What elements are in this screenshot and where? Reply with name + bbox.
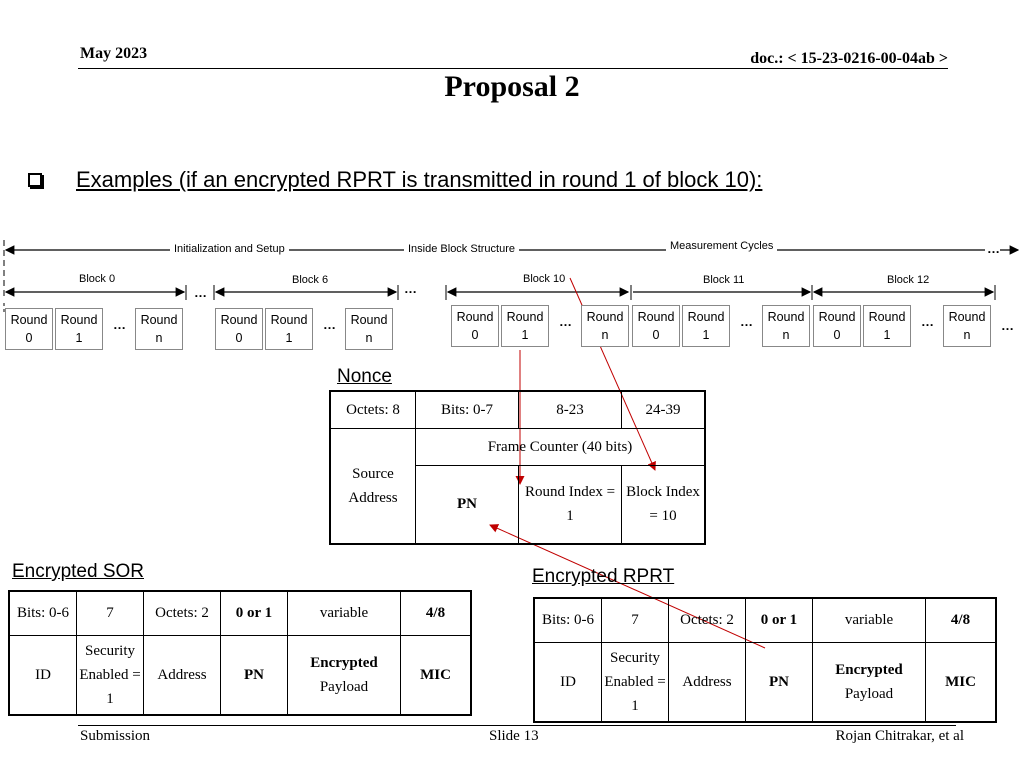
sor-table — [8, 590, 472, 716]
phase-ellipsis: … — [987, 241, 1000, 256]
bullet-text: Examples (if an encrypted RPRT is transmitted in round 1 of block 10): — [76, 167, 763, 192]
sor-encrypted-word: Encrypted — [310, 654, 378, 671]
b0-round-0: Round 0 — [5, 308, 53, 350]
rprt-payload-word: Payload — [844, 685, 894, 702]
b6-ellipsis: … — [323, 317, 336, 332]
sor-octets: Octets: 2 — [144, 591, 221, 635]
rprt-bit7: 7 — [602, 598, 669, 642]
rprt-mic: MIC — [926, 642, 997, 722]
nonce-pn: PN — [416, 465, 519, 544]
b10-round-1: Round 1 — [501, 305, 549, 347]
b6-round-n: Round n — [345, 308, 393, 350]
rprt-caption: Encrypted RPRT — [532, 566, 675, 587]
header-doc: doc.: < 15-23-0216-00-04ab > — [750, 50, 948, 67]
nonce-bits-8-23: 8-23 — [519, 391, 622, 428]
block11-label: Block 11 — [699, 274, 748, 287]
block-ellipsis-1: … — [194, 285, 207, 300]
sor-payload — [288, 635, 401, 715]
rprt-bits: Bits: 0-6 — [534, 598, 602, 642]
block10-label: Block 10 — [519, 273, 569, 286]
slide-title: Proposal 2 — [444, 70, 580, 103]
sor-bit7: 7 — [77, 591, 144, 635]
nonce-caption: Nonce — [337, 366, 392, 387]
sor-mic: MIC — [401, 635, 472, 715]
phase-measure-label: Measurement Cycles — [666, 240, 777, 253]
b12-round-0: Round 0 — [813, 305, 861, 347]
b12-round-n: Round n — [943, 305, 991, 347]
b12-round-1: Round 1 — [863, 305, 911, 347]
sor-mic-size: 4/8 — [401, 591, 472, 635]
nonce-source-address: Source Address — [330, 428, 416, 544]
block6-label: Block 6 — [288, 274, 332, 287]
nonce-octets: Octets: 8 — [330, 391, 416, 428]
nonce-table — [329, 390, 706, 545]
nonce-frame-counter: Frame Counter (40 bits) — [416, 428, 706, 465]
rprt-payload-size: variable — [813, 598, 926, 642]
b11-round-0: Round 0 — [632, 305, 680, 347]
b0-round-n: Round n — [135, 308, 183, 350]
sor-id: ID — [9, 635, 77, 715]
footer-submission: Submission — [80, 728, 151, 744]
sor-address: Address — [144, 635, 221, 715]
rprt-id: ID — [534, 642, 602, 722]
sor-payload-word: Payload — [319, 678, 369, 695]
block0-label: Block 0 — [75, 273, 119, 286]
footer-rule — [78, 725, 956, 726]
rprt-encrypted-word: Encrypted — [835, 661, 903, 678]
b6-round-0: Round 0 — [215, 308, 263, 350]
phase-inside-label: Inside Block Structure — [404, 243, 519, 256]
b0-ellipsis: … — [113, 317, 126, 332]
b6-round-1: Round 1 — [265, 308, 313, 350]
b10-ellipsis: … — [559, 314, 572, 329]
rprt-pn-size: 0 or 1 — [746, 598, 813, 642]
b10-round-n: Round n — [581, 305, 629, 347]
b10-round-0: Round 0 — [451, 305, 499, 347]
rprt-octets: Octets: 2 — [669, 598, 746, 642]
b11-round-n: Round n — [762, 305, 810, 347]
sor-payload-size: variable — [288, 591, 401, 635]
sor-security-enabled: Security Enabled = 1 — [77, 635, 144, 715]
phase-init-label: Initialization and Setup — [170, 243, 289, 256]
block12-label: Block 12 — [883, 274, 933, 287]
end-ellipsis: … — [1001, 318, 1014, 333]
b11-ellipsis: … — [740, 314, 753, 329]
b12-ellipsis: … — [921, 314, 934, 329]
sor-bits: Bits: 0-6 — [9, 591, 77, 635]
header-date: May 2023 — [80, 45, 148, 62]
sor-pn-size: 0 or 1 — [221, 591, 288, 635]
rprt-security-enabled: Security Enabled = 1 — [602, 642, 669, 722]
sor-caption: Encrypted SOR — [12, 561, 144, 582]
b11-round-1: Round 1 — [682, 305, 730, 347]
block-ellipsis-2: … — [404, 281, 417, 296]
nonce-bits-0-7: Bits: 0-7 — [416, 391, 519, 428]
rprt-table — [533, 597, 997, 723]
rprt-payload — [813, 642, 926, 722]
footer-author: Rojan Chitrakar, et al — [835, 728, 964, 744]
nonce-round-index: Round Index = 1 — [519, 465, 622, 544]
rprt-pn: PN — [746, 642, 813, 722]
rprt-address: Address — [669, 642, 746, 722]
nonce-bits-24-39: 24-39 — [622, 391, 706, 428]
rprt-mic-size: 4/8 — [926, 598, 997, 642]
footer-slide-number: Slide 13 — [489, 728, 539, 744]
b0-round-1: Round 1 — [55, 308, 103, 350]
sor-pn: PN — [221, 635, 288, 715]
nonce-block-index: Block Index = 10 — [622, 465, 706, 544]
